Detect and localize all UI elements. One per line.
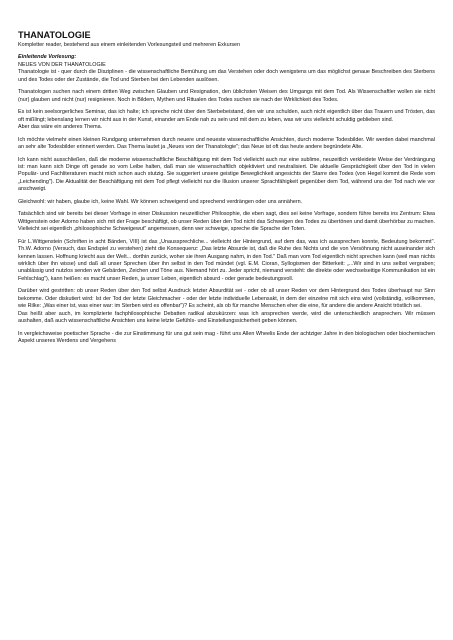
document-page [18, 30, 435, 346]
section-label: Einleitende Vorlesung: [18, 54, 77, 61]
paragraph-8: Für L.Wittgenstein (Schriften in acht Bänden, VIII) ist das „Unaussprechliche... vielleicht der Hintergrund, auf dem das, was ich aussprechen konnte, Bedeutung bekommt". Th.W. Adorno (Versuch, das Endspiel zu verstehen) zieht die Konsequenz: „Das letzte Absurde ist, daß die Ruhe des Nichts und die von Versöhnung nicht auseinander sich kennen lassen. Hoffnung kriecht aus der Welt... dorthin zurück, woher sie ihren Ausgang nahm, in den Tod." Daß man vom Tod eigentlich nicht sprechen kann (weil man nichts wirklich über ihn wisse) und daß all unser Sprechen über ihn selbst in den Tod mündet (vgl. E.M. Cioran, Syllogismen der Bitterkeit: „...Wir sind in uns selbst vergraben; unablässig und nutzlos senden wir Gebärden, Zeichen und Töne aus. Niemand hört zu. Jeder spricht, niemand versteht: die direkte oder wechselseitige Kommunikation ist ein Fehlschlag"), kann heißen: es macht unser Reden, ja unser Leben, eigentlich absurd - oder gerade bedeutungsvoll. [18, 238, 435, 282]
paragraph-9: Darüber wird gestritten: ob unser Reden über den Tod selbst Ausdruck letzter Absurdität sei - oder ob all unser Reden vor dem Hintergrund des Todes überhaupt nur Sinn bekomme. Oder diskutiert wird: Ist der Tod der letzte Gleichmacher - oder der letzte individuelle Lebensakt, in dem der einzelne mit sich eins wird (vollständig, vollkommen, wie Rilke: „Was einer ist, was einer war: im Sterben wird es offenbar")? Es scheint, als ob für manche Menschen eher die eine, für andere die andere Ansicht tröstlich sei. Das heißt aber auch, im komplizierte fachphilosophische Debatten radikal abzukürzen: was ich ansprechen werde, wird die unterschiedlich ansprechen. Wir müssen aushalten, daß auch wissenschaftliche Ansichten uns keine letzte Gefühls- und Einstellungssicherheit geben können. [18, 288, 435, 325]
paragraph-5: Ich kann nicht ausschließen, daß die moderne wissenschaftliche Beschäftigung mit dem Tod vielleicht auch nur eine sublime, neuzeitlich verkleidete Weise der Verdrängung ist: man kann sich Dinge oft gerade so vom Leibe halten, daß man sie wissenschaftlich objektiviert und neutralisiert. Die aktuelle Gesprächigkeit über den Tod in vielen Populär- und Fachliteraturen macht mich schon auch stutzig. Sie suggeriert unsere geistige Beweglichkeit angesichts der Starre des Todes (von Hegel kommt die Rede vom „Leichending"). Die Aktualität der Beschäftigung mit dem Tod pflegt vielleicht nur die Illusion unserer Sprachfähigkeit gegenüber dem Tod, während uns der Tod nach wie vor anschweigt. [18, 156, 435, 193]
paragraph-10: In vergleichsweise poetischer Sprache - die zur Einstimmung für uns gut sein mag - führt uns Allen Wheelis Ende der achtziger Jahre in den biologischen oder biochemischen Aspekt unseres Werdens und Vergehens [18, 330, 435, 345]
paragraph-1: Thanatologie ist - quer durch die Disziplinen - die wissenschaftliche Bemühung um das Verstehen oder doch wenigstens um das möglichst genaue Beschreiben des Sterbens und des Todes oder der Zustände, die Tod und Sterben bei den Lebenden auslösen. [18, 69, 435, 83]
document-subtitle: Kompletter reader, bestehend aus einem einleitenden Vorlesungsteil und mehreren Exkursen [18, 42, 241, 48]
document-title: THANATOLOGIE [18, 30, 91, 40]
paragraph-7: Tatsächlich sind wir bereits bei dieser Vorfrage in einer Diskussion neuzeitlicher Philosophie, die eben sagt, dies sei keine Vorfrage, sondern führe bereits ins Zentrum: Etwa Wittgenstein oder Adorno haben sich mit der Frage beschäftigt, ob unser Reden über den Tod nicht das Schweigen des Todes zu übertönen und damit überhörbar zu machen. Vielleicht sei eigentlich „philosophische Schweigewut" angemessen, denn wer schweige, spreche die Sprache der Toten. [18, 211, 435, 233]
paragraph-4: Ich möchte vielmehr einen kleinen Rundgang unternehmen durch neuere und neueste wissenschaftliche Ansichten, durch moderne Todesbilder. Wir werden dabei manchmal an sehr alte Todesbilder erinnert werden. Das Thema lautet ja „Neues von der Thanatologie"; das Neue ist oft das heute andere begründete Alte. [18, 136, 435, 151]
section-title: NEUES VON DER THANATOLOGIE [18, 61, 106, 68]
paragraph-2: Thanatologen suchen nach einem dritten Weg zwischen Glauben und Resignation, den üblichsten Weisen des Umgangs mit dem Tod. Als Wissenschaftler wollen sie nicht (nur) glauben und nicht (nur) resignieren. Noch in Bildern, Mythen und Ritualen des Todes suchen sie nach der Wirklichkeit des Todes. [18, 89, 435, 103]
paragraph-3: Es ist kein seelsorgerliches Seminar, das ich halte; ich spreche nicht über den Sterbebeistand, den wir uns schulden, auch nicht eigentlich über das Trauern und Trösten, das oft mißlingt; lebenslang lernen wir nicht aus in der Kunst, einander am Ende nah zu sein und mit dem zu leben, was wir uns vielleicht schuldig geblieben sind. Aber das wäre ein anderes Thema. [18, 109, 435, 131]
paragraph-6: Gleichwohl: wir haben, glaube ich, keine Wahl. Wir können schweigend und sprechend verdrängen oder uns annähern. [18, 198, 303, 205]
